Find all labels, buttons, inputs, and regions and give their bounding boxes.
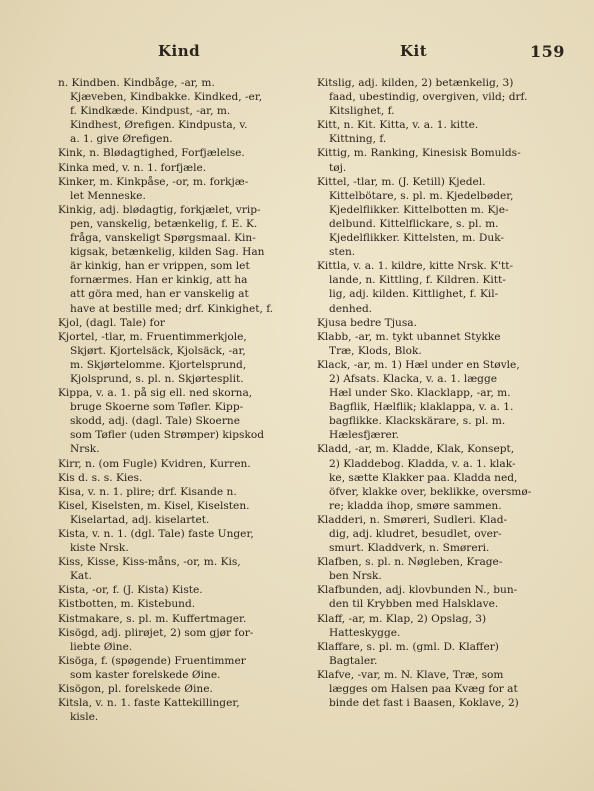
entry-line: Kisögd, adj. plirøjet, 2) som gjør for-: [58, 626, 254, 639]
entry-line: Kat.: [70, 570, 92, 583]
entry-line: Klack, -ar, m. 1) Hæl under en Støvle,: [317, 358, 520, 371]
entry-line: Bagtaler.: [329, 654, 378, 667]
entry-line: f. Kindkæde. Kindpust, -ar, m.: [70, 105, 231, 118]
entry-line: Klabb, -ar, m. tykt ubannet Stykke: [317, 330, 501, 343]
dictionary-entry: [58, 203, 306, 316]
entry-line: kiste Nrsk.: [70, 542, 129, 555]
entry-line: Kistmakare, s. pl. m. Kuffertmager.: [58, 612, 247, 625]
entry-line: Klafbunden, adj. klovbunden N., bun-: [317, 584, 518, 597]
entry-line: Kinker, m. Kinkpåse, -or, m. forkjæ-: [58, 175, 249, 188]
entry-line: Kitt, n. Kit. Kitta, v. a. 1. kitte.: [317, 119, 479, 132]
entry-line: Kiselartad, adj. kiselartet.: [70, 513, 210, 526]
entry-line: Kis d. s. s. Kies.: [58, 471, 143, 484]
entry-line: Klafben, s. pl. n. Nøgleben, Krage-: [317, 556, 503, 569]
dictionary-entry: [58, 330, 306, 386]
dictionary-entry: [317, 555, 565, 583]
dictionary-entry: [58, 682, 306, 696]
dictionary-entry: [58, 654, 306, 682]
entry-line: Hæl under Sko. Klacklapp, -ar, m.: [329, 387, 511, 400]
entry-line: Kiss, Kisse, Kiss-måns, -or, m. Kis,: [58, 556, 241, 569]
entry-line: Kladderi, n. Smøreri, Sudleri. Klad-: [317, 513, 508, 526]
entry-line: Kittla, v. a. 1. kildre, kitte Nrsk. K'tt-: [317, 260, 514, 273]
entry-line: som Tøfler (uden Strømper) kipskod: [70, 429, 265, 442]
dictionary-entry: [58, 626, 306, 654]
entry-line: Kittning, f.: [329, 133, 387, 146]
entry-line: Kindhest, Ørefigen. Kindpusta, v.: [70, 119, 248, 132]
entry-line: Bagflik, Hælflik; klaklappa, v. a. 1.: [329, 401, 514, 414]
dictionary-entry: [58, 485, 306, 499]
entry-line: Kittel, -tlar, m. (J. Ketill) Kjedel.: [317, 175, 486, 188]
entry-line: Kirr, n. (om Fugle) Kvidren, Kurren.: [58, 457, 251, 470]
entry-line: skodd, adj. (dagl. Tale) Skoerne: [70, 415, 240, 428]
entry-line: denhed.: [329, 302, 373, 315]
dictionary-entry: [58, 612, 306, 626]
entry-line: re; kladda ihop, smøre sammen.: [329, 499, 502, 512]
entry-line: Kista, v. n. 1. (dgl. Tale) faste Unger,: [58, 528, 254, 540]
dictionary-entry: [58, 316, 306, 330]
entry-line: 2) Kladdebog. Kladda, v. a. 1. klak-: [329, 457, 516, 470]
entry-line: Kjedelflikker. Kittelsten, m. Duk-: [329, 232, 505, 245]
entry-line: Hælesfjærer.: [329, 429, 400, 442]
entry-line: Kisöga, f. (spøgende) Fruentimmer: [58, 654, 246, 667]
left-column: [58, 76, 306, 724]
entry-line: have at bestille med; drf. Kinkighet, f.: [70, 302, 274, 315]
entry-line: Kisa, v. n. 1. plire; drf. Kisande n.: [58, 485, 237, 498]
dictionary-entry: [317, 76, 565, 118]
left-running-headword: Kind: [158, 42, 201, 60]
dictionary-entry: [58, 583, 306, 597]
dictionary-entry: [58, 696, 306, 724]
entry-line: är kinkig, han er vrippen, som let: [70, 260, 250, 273]
entry-line: m. Skjørtelomme. Kjortelsprund,: [70, 358, 247, 371]
entry-line: n. Kindben. Kindbåge, -ar, m.: [58, 77, 215, 89]
entry-line: Kista, -or, f. (J. Kista) Kiste.: [58, 584, 203, 597]
entry-line: Kjedelflikker. Kittelbotten m. Kje-: [329, 203, 509, 216]
dictionary-entry: [317, 118, 565, 146]
entry-line: Kjol, (dagl. Tale) for: [58, 316, 165, 329]
entry-line: faad, ubestindig, overgiven, vild; drf.: [329, 91, 528, 104]
entry-line: tøj.: [329, 161, 347, 174]
entry-line: delbund. Kittelflickare, s. pl. m.: [329, 217, 499, 230]
dictionary-entry: [317, 330, 565, 358]
entry-line: Kisögon, pl. forelskede Øine.: [58, 683, 213, 696]
entry-line: lande, n. Kittling, f. Kildren. Kitt-: [329, 274, 506, 287]
entry-line: Kinkig, adj. blødagtig, forkjælet, vrip-: [58, 203, 261, 216]
entry-line: ben Nrsk.: [329, 570, 382, 583]
dictionary-entry: [317, 640, 565, 668]
entry-line: Træ, Klods, Blok.: [329, 344, 422, 357]
right-column: [317, 76, 565, 710]
right-running-headword: Kit: [400, 42, 428, 60]
entry-line: fornærmes. Han er kinkig, att ha: [70, 274, 248, 287]
entry-line: Kitslighet, f.: [329, 105, 395, 118]
dictionary-entry: [317, 583, 565, 611]
entry-line: bagflikke. Klackskärare, s. pl. m.: [329, 415, 506, 428]
entry-line: Kippa, v. a. 1. på sig ell. ned skorna,: [58, 387, 253, 400]
entry-line: att göra med, han er vanskelig at: [70, 288, 249, 301]
entry-line: Nrsk.: [70, 443, 100, 456]
dictionary-entry: [317, 175, 565, 260]
dictionary-entry: [317, 442, 565, 512]
entry-line: bruge Skoerne som Tøfler. Kipp-: [70, 401, 244, 414]
dictionary-entry: [58, 457, 306, 471]
entry-line: kigsak, betænkelig, kilden Sag. Han: [70, 246, 265, 259]
dictionary-entry: [58, 471, 306, 485]
entry-line: dig, adj. kludret, besudlet, over-: [329, 528, 502, 540]
entry-line: öfver, klakke over, beklikke, oversmø-: [329, 485, 532, 498]
entry-line: Kistbotten, m. Kistebund.: [58, 598, 196, 611]
entry-line: Klaff, -ar, m. Klap, 2) Opslag, 3): [317, 612, 487, 625]
entry-line: Kink, n. Blødagtighed, Forfjælelse.: [58, 147, 245, 160]
entry-line: den til Krybben med Halsklave.: [329, 598, 499, 611]
entry-line: Kjortel, -tlar, m. Fruentimmerkjole,: [58, 330, 247, 343]
dictionary-entry: [58, 597, 306, 611]
entry-line: let Menneske.: [70, 189, 146, 202]
entry-line: som kaster forelskede Øine.: [70, 668, 221, 681]
dictionary-entry: [58, 499, 306, 527]
entry-line: binde det fast i Baasen, Koklave, 2): [329, 697, 519, 710]
dictionary-entry: [58, 527, 306, 555]
entry-line: Klafve, -var, m. N. Klave, Træ, som: [317, 668, 504, 681]
entry-line: Hatteskygge.: [329, 626, 401, 639]
dictionary-entry: [58, 161, 306, 175]
entry-line: Kittig, m. Ranking, Kinesisk Bomulds-: [317, 147, 521, 160]
entry-line: Kitslig, adj. kilden, 2) betænkelig, 3): [317, 77, 514, 89]
dictionary-entry: [58, 175, 306, 203]
dictionary-entry: [58, 555, 306, 583]
entry-line: liebte Øine.: [70, 640, 133, 653]
entry-line: smurt. Kladdverk, n. Smøreri.: [329, 542, 490, 555]
entry-line: Kjæveben, Kindbakke. Kindked, -er,: [70, 91, 263, 104]
dictionary-entry: [58, 146, 306, 160]
dictionary-entry: [317, 146, 565, 174]
entry-line: a. 1. give Ørefigen.: [70, 133, 173, 146]
entry-line: lig, adj. kilden. Kittlighet, f. Kil-: [329, 288, 499, 301]
entry-line: Klaffare, s. pl. m. (gml. D. Klaffer): [317, 640, 499, 653]
entry-line: Kitsla, v. n. 1. faste Kattekillinger,: [58, 697, 240, 710]
page-header: [0, 42, 594, 66]
entry-line: sten.: [329, 246, 356, 259]
entry-line: Kittelbötare, s. pl. m. Kjedelbøder,: [329, 189, 514, 202]
entry-line: ke, sætte Klakker paa. Kladda ned,: [329, 471, 518, 484]
entry-line: Kladd, -ar, m. Kladde, Klak, Konsept,: [317, 443, 515, 456]
dictionary-entry: [58, 386, 306, 456]
page-number: 159: [530, 42, 565, 61]
entry-line: lægges om Halsen paa Kvæg for at: [329, 683, 518, 696]
entry-line: pen, vanskelig, betænkelig, f. E. K.: [70, 217, 258, 230]
entry-line: kisle.: [70, 711, 99, 724]
entry-line: Skjørt. Kjortelsäck, Kjolsäck, -ar,: [70, 344, 246, 357]
entry-line: Kjusa bedre Tjusa.: [317, 316, 417, 329]
dictionary-entry: [317, 259, 565, 315]
entry-line: Kinka med, v. n. 1. forfjæle.: [58, 161, 207, 174]
dictionary-entry: [317, 612, 565, 640]
dictionary-entry: [317, 316, 565, 330]
entry-line: 2) Afsats. Klacka, v. a. 1. lægge: [329, 372, 497, 385]
dictionary-entry: [317, 668, 565, 710]
dictionary-entry: [317, 358, 565, 443]
entry-line: fråga, vanskeligt Spørgsmaal. Kin-: [70, 232, 256, 245]
entry-line: Kjolsprund, s. pl. n. Skjørtesplit.: [70, 372, 244, 385]
dictionary-entry: [317, 513, 565, 555]
dictionary-entry: [58, 76, 306, 146]
entry-line: Kisel, Kiselsten, m. Kisel, Kiselsten.: [58, 499, 250, 512]
